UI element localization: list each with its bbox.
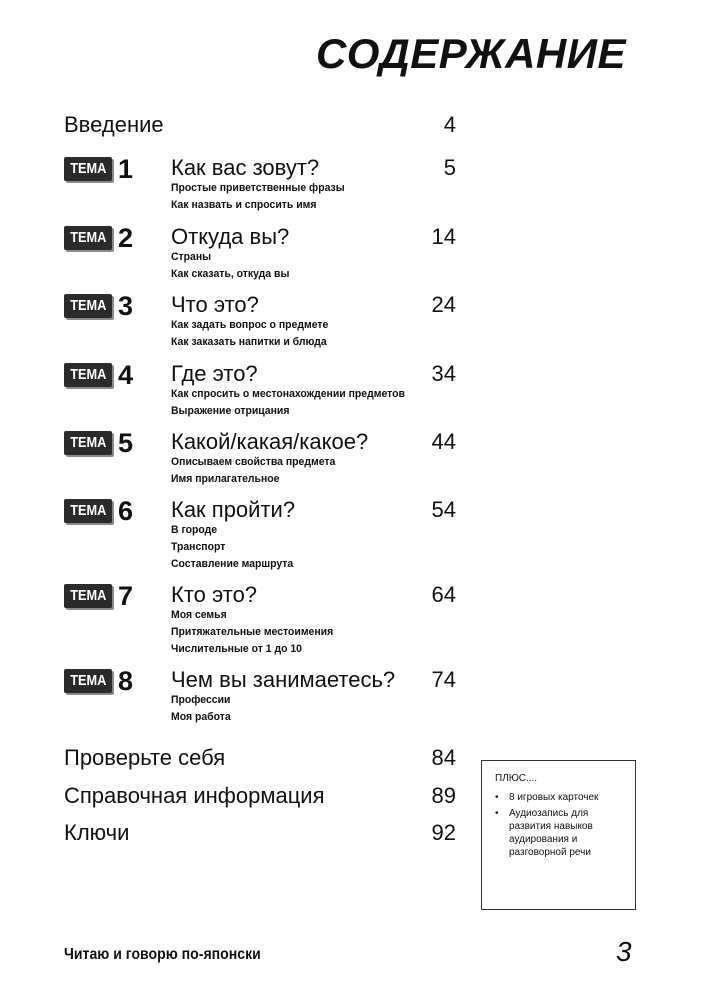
toc-page-number: 92 — [431, 820, 456, 845]
topic-number: 3 — [118, 291, 134, 321]
toc-page-number: 64 — [431, 582, 456, 607]
toc-entry-title: Введение — [64, 112, 164, 137]
toc-page-number: 89 — [431, 783, 456, 808]
toc-page-number: 5 — [443, 155, 456, 180]
plus-box — [481, 760, 636, 910]
topic-badge: TEMA — [64, 431, 112, 455]
topic-subtopics — [171, 692, 234, 726]
topic-title: Какой/какая/какое? — [171, 429, 369, 454]
topic-title: Чем вы занимаетесь? — [171, 667, 396, 692]
topic-number: 5 — [118, 428, 134, 458]
topic-subtopics — [171, 317, 337, 351]
plus-box-title: ПЛЮС.... — [495, 773, 538, 784]
topic-subtopics — [171, 180, 354, 214]
topic-title: Как вас зовут? — [171, 155, 320, 180]
subtopic: Транспорт — [171, 541, 226, 553]
subtopic: Как задать вопрос о предмете — [171, 319, 329, 331]
topic-subtopics — [171, 522, 300, 573]
topic-badge: TEMA — [64, 226, 112, 250]
topic-title: Кто это? — [171, 582, 258, 607]
topic-subtopics — [171, 386, 417, 420]
plus-box-item: • Аудиозапись для развития навыков аудирования и разговорной речи — [495, 808, 593, 858]
toc-page-number: 34 — [431, 361, 456, 386]
subtopic: Составление маршрута — [171, 558, 294, 570]
subtopic: Описываем свойства предмета — [171, 456, 336, 468]
topic-number: 6 — [118, 496, 134, 526]
toc-entry-title: Справочная информация — [64, 783, 325, 808]
subtopic: Как спросить о местонахождении предметов — [171, 388, 405, 400]
topic-badge: TEMA — [64, 294, 112, 318]
topic-subtopics — [171, 249, 296, 283]
subtopic: Притяжательные местоимения — [171, 626, 334, 638]
toc-page-number: 74 — [431, 667, 456, 692]
toc-page-number: 84 — [431, 745, 456, 770]
subtopic: В городе — [171, 524, 218, 536]
topic-title: Откуда вы? — [171, 224, 290, 249]
topic-title: Как пройти? — [171, 497, 296, 522]
subtopic: Моя работа — [171, 711, 231, 723]
topic-number: 2 — [118, 223, 134, 253]
subtopic: Как сказать, откуда вы — [171, 268, 290, 280]
topic-number: 7 — [118, 581, 134, 611]
bullet-icon: • — [495, 792, 499, 803]
subtopic: Числительные от 1 до 10 — [171, 643, 302, 655]
topic-number: 8 — [118, 666, 134, 696]
toc-page-number: 44 — [431, 429, 456, 454]
subtopic: Как назвать и спросить имя — [171, 199, 317, 211]
subtopic: Выражение отрицания — [171, 405, 290, 417]
footer-page-number: 3 — [616, 936, 632, 967]
topic-badge: TEMA — [64, 669, 112, 693]
subtopic: Моя семья — [171, 609, 227, 621]
topic-title: Что это? — [171, 292, 259, 317]
topic-number: 1 — [118, 154, 134, 184]
subtopic: Страны — [171, 251, 212, 263]
topic-badge: TEMA — [64, 499, 112, 523]
toc-page-number: 4 — [443, 112, 456, 137]
toc-page-number: 54 — [431, 497, 456, 522]
subtopic: Как заказать напитки и блюда — [171, 336, 327, 348]
topic-subtopics — [171, 454, 344, 488]
bullet-icon: • — [495, 808, 499, 819]
toc-entry-title: Ключи — [64, 820, 130, 845]
topic-badge: TEMA — [64, 157, 112, 181]
topic-title: Где это? — [171, 361, 258, 386]
subtopic: Простые приветственные фразы — [171, 182, 345, 194]
toc-page-number: 24 — [431, 292, 456, 317]
subtopic: Имя прилагательное — [171, 473, 280, 485]
topic-number: 4 — [118, 360, 134, 390]
topic-subtopics — [171, 607, 342, 658]
plus-box-item: • 8 игровых карточек — [495, 792, 599, 803]
toc-page-number: 14 — [431, 224, 456, 249]
topic-badge: TEMA — [64, 363, 112, 387]
topic-badge: TEMA — [64, 584, 112, 608]
footer-book-title: Читаю и говорю по-японски — [64, 946, 261, 963]
page-title: СОДЕРЖАНИЕ — [315, 30, 626, 77]
subtopic: Профессии — [171, 694, 231, 706]
toc-entry-title: Проверьте себя — [64, 745, 226, 770]
plus-box-list — [495, 791, 630, 862]
